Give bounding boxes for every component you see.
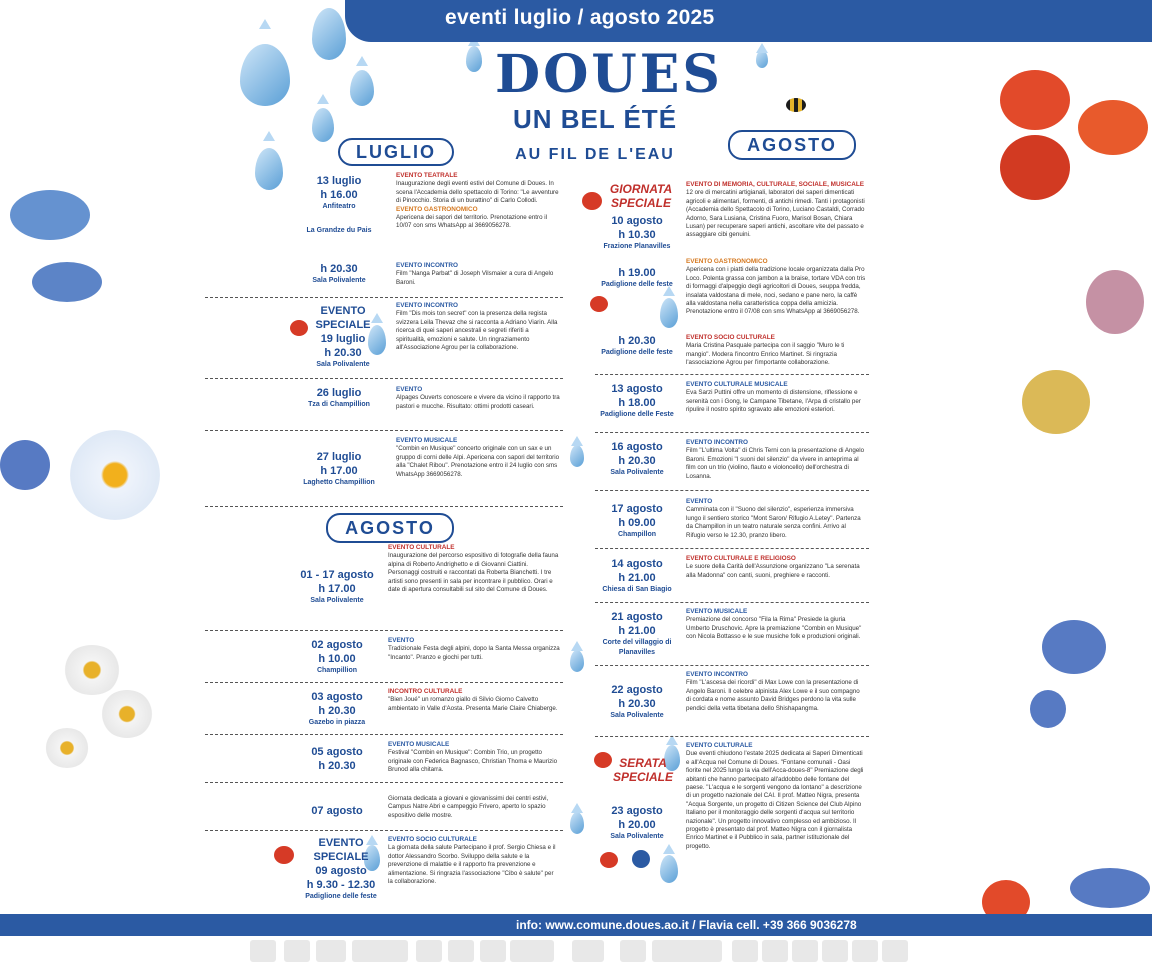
event-description xyxy=(388,741,560,775)
sponsor-logo-icon xyxy=(652,940,722,962)
poppy-flower-icon xyxy=(590,296,608,312)
event-date: 10 agosto xyxy=(611,215,663,227)
month-tag-agosto-left: AGOSTO xyxy=(326,513,454,543)
water-drop-icon xyxy=(255,148,283,190)
water-drop-icon xyxy=(660,855,678,883)
event-location: Champillion xyxy=(316,667,358,674)
event-location: Padiglione delle Feste xyxy=(600,411,674,418)
divider xyxy=(595,548,869,549)
event-location: Tza di Champillion xyxy=(308,401,370,408)
event-text: Film "L'ultima Volta" di Chris Terni con la presentazione di Angelo Baroni. Emozioni "I suoni del silenzio" da vivere in anteprima al film con un trio (violino, flauto e violoncello) dell'orchestra di Losanna. xyxy=(686,447,865,480)
event-date-block xyxy=(296,450,382,488)
event-time: h 9.30 - 12.30 xyxy=(306,879,376,891)
event-text: Le suore della Carità dell'Assunzione organizzano "La serenata alla Madonna" con canti, suoni, preghiere e racconti. xyxy=(686,563,860,579)
event-location: Gazebo in piazza xyxy=(308,719,366,726)
event-date-block xyxy=(594,266,680,290)
footer-info[interactable]: info: www.comune.doues.ao.it / Flavia cell. +39 366 9036278 xyxy=(516,918,857,932)
sponsor-logo-icon xyxy=(316,940,346,962)
poppy-flower-icon xyxy=(1078,100,1148,155)
daisy-flower-icon xyxy=(100,690,154,738)
event-time: h 20.30 xyxy=(618,455,656,467)
event-date: 03 agosto xyxy=(311,691,363,703)
sponsor-logo-icon xyxy=(416,940,442,962)
event-category: EVENTO CULTURALE xyxy=(686,742,753,749)
event-description xyxy=(686,742,866,851)
sponsor-logo-icon xyxy=(352,940,408,962)
event-category: EVENTO INCONTRO xyxy=(686,439,749,446)
event-category: EVENTO INCONTRO xyxy=(396,302,459,309)
event-text: Premiazione del concorso "Fila la Rima" Presiede la giuria Umberto Druschovic. Apre la premiazione "Combin en Musique" con Nicola Bottasso e le sue musiche folk e produzioni originali. xyxy=(686,616,862,641)
footer-bar xyxy=(0,914,1152,936)
cornflower-icon xyxy=(1042,620,1106,674)
sponsor-logo-icon xyxy=(284,940,310,962)
event-description xyxy=(686,334,866,368)
event-category: EVENTO INCONTRO xyxy=(686,671,749,678)
event-text: Alpages Ouverts conoscere e vivere da vicino il rapporto tra pastori e mucche. Risultato: ottimi prodotti caseari. xyxy=(396,394,560,410)
event-description xyxy=(388,836,560,886)
event-location: Padiglione delle feste xyxy=(305,893,377,900)
event-date-block xyxy=(292,745,382,773)
event-location: Anfiteatro xyxy=(322,203,356,210)
poppy-flower-icon xyxy=(582,192,602,210)
event-date-block xyxy=(594,683,680,721)
water-drop-icon xyxy=(660,298,678,328)
sponsor-logo-icon xyxy=(572,940,604,962)
event-location: Champillon xyxy=(617,531,657,538)
page-subtitle: UN BEL ÉTÉ xyxy=(512,104,678,134)
event-text: Film "Dis mois ton secret" con la presenza della regista svizzera Leila Thevaz che si racconta a Adriano Viarin. Alla ricerca di quei saperi ancestrali e segreti riferiti a spiritualità, emozioni e salute. Un ringraziamento all'Associazione Agrou per la collaborazione. xyxy=(396,310,558,352)
event-location: Sala Polivalente xyxy=(310,597,364,604)
event-category: EVENTO xyxy=(686,498,713,505)
event-text: Apericena dei sapori del territorio. Prenotazione entro il 10/07 con sms WhatsApp al 3669056278. xyxy=(396,214,547,230)
event-category: EVENTO SOCIO CULTURALE xyxy=(686,334,775,341)
cornflower-icon xyxy=(1030,690,1066,728)
event-date-block xyxy=(296,174,382,236)
event-text: Giornata dedicata a giovani e giovanissimi dei centri estivi, Campus Natre Abri e campeggio Frivero, aperto lo spazio espositivo delle mostre. xyxy=(388,795,549,819)
event-time: h 10.30 xyxy=(618,229,656,241)
sponsor-logo-icon xyxy=(732,940,758,962)
event-text: Camminata con il "Suono del silenzio", esperienza immersiva lungo il sentiero storico "Mont Saron/ Rifugio A.Letey". Partenza da Champillon in un teatro naturale senza confini. Arrivo al Rifugio verso le 12.30, pranzo libero. xyxy=(686,506,861,539)
event-date-block xyxy=(296,386,382,410)
event-text: La giornata della salute Partecipano il prof. Sergio Chiesa e il dottor Alessandro Scorbo. Sviluppo della salute e la prevenzione di malattie e il rapporto fra prevenzione e alimentazione. Si ringrazia l'associazione "Cibo è salute" per la collaborazione. xyxy=(388,844,556,886)
event-description xyxy=(388,688,560,713)
sponsor-logo-icon xyxy=(822,940,848,962)
divider xyxy=(595,665,869,666)
event-text: Festival "Combin en Musique": Combin Trio, un progetto originale con Federica Bagnasco, Christian Thoma e Maurizio Brunod alla chitarra. xyxy=(388,749,558,774)
event-description xyxy=(388,637,560,662)
header-banner xyxy=(345,0,1152,42)
event-description xyxy=(686,555,866,580)
cornflower-icon xyxy=(32,262,102,302)
divider xyxy=(595,432,869,433)
sponsor-logo-icon xyxy=(480,940,506,962)
poppy-flower-icon xyxy=(600,852,618,868)
sponsor-logo-icon xyxy=(762,940,788,962)
event-date-block xyxy=(292,804,382,818)
event-date: 26 luglio xyxy=(316,387,362,399)
divider xyxy=(595,602,869,603)
event-time: h 09.00 xyxy=(618,517,656,529)
event-location: Sala Polivalente xyxy=(312,277,366,284)
event-special: GIORNATA SPECIALE xyxy=(609,182,673,210)
event-location: Sala Polivalente xyxy=(610,469,664,476)
event-category: EVENTO INCONTRO xyxy=(396,262,459,269)
event-date: 13 agosto xyxy=(611,383,663,395)
event-date: 02 agosto xyxy=(311,639,363,651)
divider xyxy=(205,782,563,783)
divider xyxy=(205,378,563,379)
cornflower-icon xyxy=(0,440,50,490)
event-description xyxy=(388,795,560,820)
water-drop-icon xyxy=(312,8,346,60)
event-date: 23 agosto xyxy=(611,805,663,817)
event-date-block xyxy=(594,382,680,420)
event-location: Chiesa di San Biagio xyxy=(602,586,672,593)
event-location: Corte del villaggio di Planavilles xyxy=(602,639,672,656)
event-time: h 20.30 xyxy=(324,347,362,359)
event-time: h 21.00 xyxy=(618,625,656,637)
event-location: La Grandze du Pais xyxy=(306,227,372,234)
yellow-flower-icon xyxy=(1022,370,1090,434)
event-location: Padiglione delle feste xyxy=(601,349,673,356)
event-time: h 19.00 xyxy=(618,267,656,279)
event-time: h 18.00 xyxy=(618,397,656,409)
event-date: 09 agosto xyxy=(315,865,367,877)
event-description xyxy=(686,258,866,317)
event-description xyxy=(686,439,866,481)
event-category: EVENTO SOCIO CULTURALE xyxy=(388,836,477,843)
event-description xyxy=(686,381,866,415)
event-description xyxy=(396,172,560,231)
event-date: 01 - 17 agosto xyxy=(300,569,374,581)
event-date: 13 luglio xyxy=(316,175,362,187)
event-text: Apericena con i piatti della tradizione locale organizzata dalla Pro Loco. Polenta grassa con jambon a la braise, tortare VDA con tris di formaggi d'alpeggio degli agricoltori di Doues, seuppa fredda, insalata valdostana di mele, noci, sedano e pane nero, la caffè alla valdostana nella caratteristica coppa della amicizia. Prenotazione entro il 07/08 con sms WhatsApp al 3669056278. xyxy=(686,266,866,316)
poppy-flower-icon xyxy=(274,846,294,864)
event-text: Inaugurazione degli eventi estivi del Comune di Doues. In scena l'Accademia dello spettacolo di Torino: "Le avventure di Pinocchio. Storia di un burattino" di Carlo Collodi. xyxy=(396,180,559,205)
page-title: DOUES xyxy=(495,44,723,105)
event-date: 07 agosto xyxy=(311,805,363,817)
event-time: h 20.30 xyxy=(618,335,656,347)
event-description xyxy=(686,181,866,240)
event-category: EVENTO GASTRONOMICO xyxy=(686,258,768,265)
event-date-block xyxy=(594,804,680,842)
event-text: Tradizionale Festa degli alpini, dopo la Santa Messa organizza "Incanto". Pranzo e giochi per tutti. xyxy=(388,645,560,661)
event-date-block xyxy=(594,502,680,540)
divider xyxy=(205,430,563,431)
event-special: EVENTO SPECIALE xyxy=(315,305,371,331)
divider xyxy=(205,506,563,507)
event-description xyxy=(396,437,560,479)
event-category: EVENTO MUSICALE xyxy=(686,608,748,615)
event-time: h 20.30 xyxy=(618,698,656,710)
water-drop-icon xyxy=(570,812,584,834)
event-time: h 17.00 xyxy=(320,465,358,477)
event-category: INCONTRO CULTURALE xyxy=(388,688,463,695)
divider xyxy=(205,297,563,298)
cai-logo-icon xyxy=(632,850,650,868)
event-date-block xyxy=(296,262,382,286)
event-time: h 17.00 xyxy=(318,583,356,595)
event-location: Laghetto Champillion xyxy=(303,479,375,486)
event-date: 16 agosto xyxy=(611,441,663,453)
event-category: EVENTO CULTURALE xyxy=(388,544,455,551)
event-location: Sala Polivalente xyxy=(316,361,370,368)
water-drop-icon xyxy=(312,108,334,142)
event-category: EVENTO xyxy=(396,386,423,393)
daisy-flower-icon xyxy=(62,645,122,695)
water-drop-icon xyxy=(466,46,482,72)
cornflower-icon xyxy=(10,190,90,240)
event-text: 12 ore di mercatini artigianali, laboratori dei saperi dimenticati agricoli e alimentari, formenti, di antichi rimedi. Tanti i protagonisti (Accademia dello Spettacolo di Torino, Luciano Castaldi, Corrado Adorno, Sara Lusiana, Cristina Fuoro, Marisol Bosan, Chiara Lusan) per recuperare saperi antichi, ascoltare vite del passato e assaggiare cibi genuini. xyxy=(686,189,865,239)
event-location: Sala Polivalente xyxy=(610,833,664,840)
poppy-flower-icon xyxy=(1000,135,1070,200)
event-text: Due eventi chiudono l'estate 2025 dedicata ai Saperi Dimenticati e all'Acqua nel Comune di Doues. "Fontane comunali - Oasi fiorite nel 2025 lungo la via dell'Acca-doues-8" Premiazione degli abitanti che hanno partecipato all'addobbo delle fontane del paese. "L'acqua e le sorgenti vengono da lontano" a descrizione di un progetto nazionale del CAI. Il prof. Matteo Nigra, presenta "Acqua Sorgente, un progetto di Citizen Science del Club Alpino Italiano per il monitoraggio delle sorgenti d'acqua sul territorio nazionale". Un progetto innovativo complesso ed ambizioso. Il progetto è presentato dal prof. Matteo Nigra con il giornalista Enrico Martinet e il Pubblico in sala, partner istituzionale del progetto. xyxy=(686,750,864,850)
event-location: Padiglione delle feste xyxy=(601,281,673,288)
water-drop-icon xyxy=(240,44,290,106)
event-text: "Combin en Musique" concerto originale con un sax e un gruppo di corni delle Alpi. Apericena con sapori del territorio alla "Chalet Ribou". Prenotazione entro il 24 luglio con sms WhatsApp 3669056278. xyxy=(396,445,560,478)
event-category: EVENTO TEATRALE xyxy=(396,172,458,179)
event-category: EVENTO MUSICALE xyxy=(396,437,458,444)
divider xyxy=(205,682,563,683)
month-tag-luglio: LUGLIO xyxy=(338,138,454,166)
event-date-block xyxy=(594,440,680,478)
event-time: h 21.00 xyxy=(618,572,656,584)
event-description xyxy=(388,544,560,594)
event-date: 22 agosto xyxy=(611,684,663,696)
divider xyxy=(205,630,563,631)
event-time: h 20.00 xyxy=(618,819,656,831)
event-text: Inaugurazione del percorso espositivo di fotografie della fauna alpina di Roberto Andrighetto e di Giovanni Ciattini. Personaggi costruiti e raccontati da Roberta Bianchetti. I tre artisti sono presenti in sala per incontrare il pubblico. Orari e date di apertura consultabili sul sito del Comune di Doues. xyxy=(388,552,559,594)
event-special: SERATA SPECIALE xyxy=(612,756,673,784)
poppy-flower-icon xyxy=(594,752,612,768)
event-date: 19 luglio xyxy=(320,333,366,345)
event-text: Film "L'ascesa dei ricordi" di Max Lowe con la presentazione di Angelo Baroni. Il celebre alpinista Alex Lowe e il suo compagno di cordata e nome assunto David Bridges perdono la vita sulle pendici della vetta tibetana dello Shishapangma. xyxy=(686,679,860,712)
event-description xyxy=(686,608,866,642)
event-location: Sala Polivalente xyxy=(610,712,664,719)
event-category: EVENTO CULTURALE MUSICALE xyxy=(686,381,788,388)
sponsor-logos xyxy=(250,938,910,964)
event-category: EVENTO xyxy=(388,637,415,644)
sponsor-logo-icon xyxy=(882,940,908,962)
event-special: EVENTO SPECIALE xyxy=(313,837,369,863)
sponsor-logo-icon xyxy=(852,940,878,962)
event-time: h 20.30 xyxy=(318,705,356,717)
event-date-block xyxy=(594,334,680,358)
sponsor-logo-icon xyxy=(448,940,474,962)
water-drop-icon xyxy=(756,50,768,68)
divider xyxy=(205,830,563,831)
divider xyxy=(595,374,869,375)
page-tagline: AU FIL DE L'EAU xyxy=(515,146,675,163)
event-category: EVENTO DI MEMORIA, CULTURALE, SOCIALE, MUSICALE xyxy=(686,181,864,188)
divider xyxy=(595,736,869,737)
thistle-flower-icon xyxy=(1086,270,1144,334)
event-time: h 20.30 xyxy=(318,760,356,772)
event-category: EVENTO GASTRONOMICO xyxy=(396,205,478,213)
event-date: 17 agosto xyxy=(611,503,663,515)
event-date: 21 agosto xyxy=(611,611,663,623)
bee-icon xyxy=(786,98,806,112)
event-date-block xyxy=(296,836,386,902)
daisy-flower-icon xyxy=(44,728,90,768)
event-date-block xyxy=(292,568,382,606)
event-location: Frazione Planavilles xyxy=(603,243,671,250)
event-description xyxy=(686,498,866,540)
event-date: 05 agosto xyxy=(311,746,363,758)
divider xyxy=(595,490,869,491)
banner-title: eventi luglio / agosto 2025 xyxy=(445,6,715,29)
event-date-block xyxy=(292,690,382,728)
event-description xyxy=(686,671,866,713)
event-time: h 10.00 xyxy=(318,653,356,665)
event-text: "Bien Joué" un romanzo giallo di Silvio Giorno Calvetto ambientato in Valle d'Aosta. Presenta Marie Claire Chiaberge. xyxy=(388,696,558,712)
poppy-flower-icon xyxy=(1000,70,1070,130)
event-time: h 16.00 xyxy=(320,189,358,201)
event-time: h 20.30 xyxy=(320,263,358,275)
event-date: 27 luglio xyxy=(316,451,362,463)
event-date: 14 agosto xyxy=(611,558,663,570)
water-drop-icon xyxy=(350,70,374,106)
event-text: Eva Sarzi Puttini offre un momento di distensione, riflessione e serenità con i Gong, le Campane Tibetane, l'Arpa di cristallo per ripulire il nostro spirito sgravato alle emozioni esteriori. xyxy=(686,389,861,414)
event-text: Maria Cristina Pasquale partecipa con il saggio "Muro le ti mangio". Modera l'incontro Enrico Martinet. Si ringrazia l'associazione Agrou per l'importante collaborazione. xyxy=(686,342,845,367)
event-category: EVENTO CULTURALE E RELIGIOSO xyxy=(686,555,796,562)
event-date-block xyxy=(594,610,680,658)
event-description xyxy=(396,386,560,411)
event-description xyxy=(396,262,560,287)
daisy-flower-icon xyxy=(70,430,160,520)
event-date-block xyxy=(300,304,386,370)
sponsor-logo-icon xyxy=(250,940,276,962)
divider xyxy=(205,734,563,735)
water-drop-icon xyxy=(570,650,584,672)
sponsor-logo-icon xyxy=(620,940,646,962)
event-date-block xyxy=(292,638,382,676)
event-text: Film "Nanga Parbat" di Joseph Vilsmaier a cura di Angelo Baroni. xyxy=(396,270,554,286)
water-drop-icon xyxy=(570,445,584,467)
sponsor-logo-icon xyxy=(510,940,554,962)
cornflower-icon xyxy=(1070,868,1150,908)
sponsor-logo-icon xyxy=(792,940,818,962)
event-description xyxy=(396,302,560,352)
event-date-block xyxy=(594,214,680,252)
month-tag-agosto-right: AGOSTO xyxy=(728,130,856,160)
event-category: EVENTO MUSICALE xyxy=(388,741,450,748)
event-date-block xyxy=(594,557,680,595)
